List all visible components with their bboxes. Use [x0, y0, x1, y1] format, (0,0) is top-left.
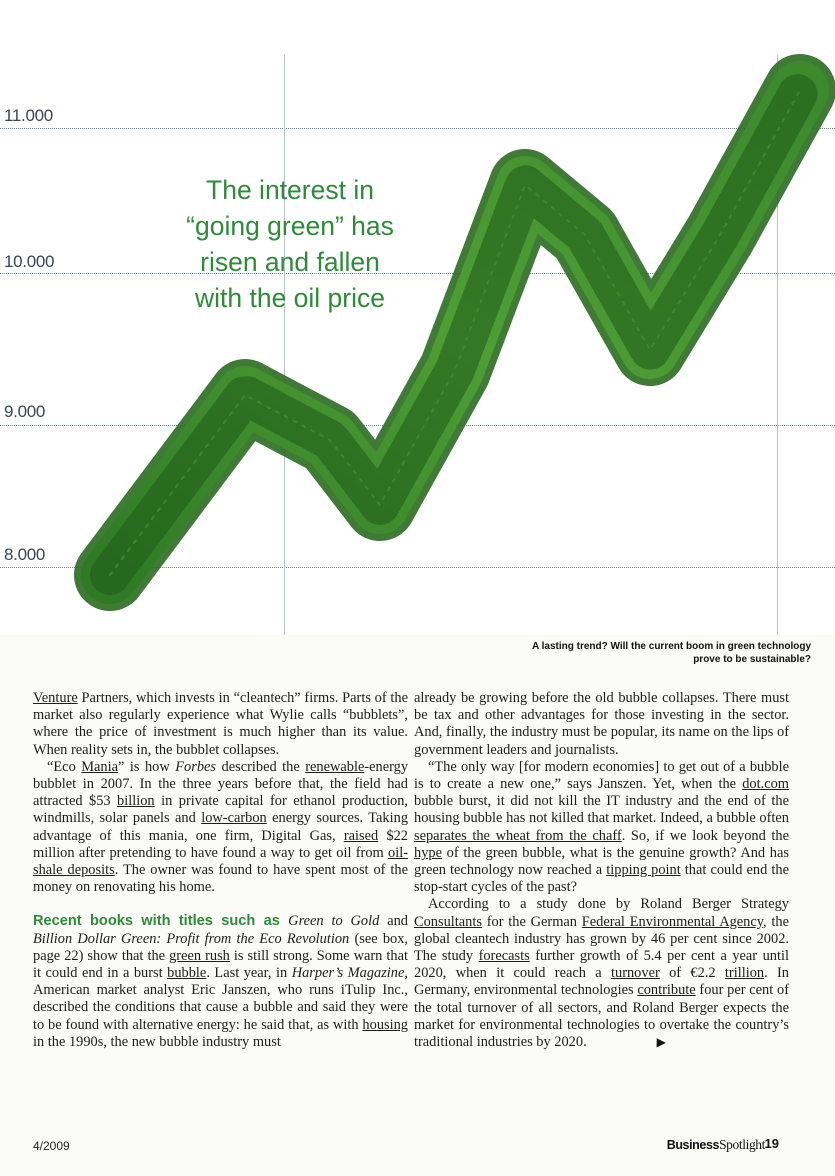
magazine-logo: BusinessSpotlight [666, 1137, 765, 1152]
book-title: Billion Dollar Green: Profit from the Eco Revolution [33, 930, 350, 947]
continue-arrow-icon: ▶ [656, 1035, 666, 1050]
publication-title: Forbes [175, 758, 217, 775]
glossary-term[interactable]: green rush [169, 947, 230, 964]
y-axis-label: 8.000 [4, 545, 46, 564]
glossary-term[interactable]: Federal Environmental Agency [581, 913, 764, 930]
glossary-term[interactable]: raised [343, 827, 379, 844]
article-column-right [414, 690, 789, 1051]
glossary-term[interactable]: oil-shale deposits [33, 844, 408, 879]
issue-date: 4/2009 [33, 1139, 70, 1153]
glossary-term[interactable]: contribute [637, 982, 696, 999]
paragraph: “Eco Mania” is how Forbes described the renewable-energy bubblet in 2007. In the three years before that, the field had attracted $53 billion in private capital for ethanol production, windmills, solar panels and low-carbon energy sources. Taking advantage of this mania, one firm, Digital Gas, raised $22 million after pretending to have found a way to get oil from oil-shale deposits. The owner was found to have spent most of the money on renovating his home. [33, 758, 409, 896]
glossary-term[interactable]: hype [414, 844, 442, 861]
headline-line: The interest in [206, 175, 374, 205]
y-axis-label: 9.000 [4, 402, 46, 421]
figure-caption: A lasting trend? Will the current boom in green technology prove to be sustainable? [532, 641, 811, 665]
glossary-term[interactable]: turnover [611, 965, 660, 982]
section-lead: Recent books with titles such as [33, 913, 289, 930]
glossary-term[interactable]: trillion [724, 965, 765, 982]
glossary-term[interactable]: billion [117, 793, 155, 810]
glossary-term[interactable]: dot.com [742, 776, 789, 793]
glossary-term[interactable]: Consultants [414, 913, 482, 930]
headline-line: with the oil price [194, 283, 385, 313]
page-number: 19 [764, 1136, 779, 1151]
glossary-term[interactable]: tipping point [606, 862, 681, 879]
book-title: Green to Gold [288, 913, 380, 930]
paragraph: According to a study done by Roland Berger Strategy Consultants for the German Federal Environmental Agency, the global cleantech industry has grown by 46 per cent since 2002. The study forecasts further growth of 5.4 per cent a year until 2020, when it could reach a turnover of €2.2 trillion. In Germany, environmental technologies contribute four per cent of the total turnover of all sectors, and Roland Berger expects the market for environmental technologies to overtake the country’s traditional industries by 2020. ▶ [414, 896, 790, 1051]
glossary-term[interactable]: renewable [305, 758, 365, 775]
glossary-term[interactable]: housing [362, 1016, 408, 1033]
paragraph: already be growing before the old bubble collapses. There must be tax and other advantages for those investing in the sector. And, finally, the industry must be popular, its name on the lips of government leaders and journalists. [414, 690, 789, 758]
paragraph: Recent books with titles such as Green to Gold and Billion Dollar Green: Profit from the Eco Revolution (see box, page 22) show that the green rush is still strong. Some warn that it could end in a burst bubble. Last year, in Harper’s Magazine, American market analyst Eric Janszen, who runs iTulip Inc., described the conditions that cause a bubble and said they were to be found with alternative energy: he said that, as with housing in the 1990s, the new bubble industry must [33, 913, 409, 1050]
y-axis-label: 11.000 [4, 106, 53, 125]
y-axis-label: 10.000 [4, 252, 55, 271]
article-column-left [33, 690, 408, 1051]
glossary-term[interactable]: low-carbon [201, 810, 267, 827]
glossary-term[interactable]: Venture [33, 690, 78, 706]
paragraph: Venture Partners, which invests in “cleantech” firms. Parts of the market also regularly experience what Wylie calls “bubblets”, where the price of investment is much higher than its value. When reality sets in, the bubblet collapses. [33, 690, 408, 758]
glossary-term[interactable]: forecasts [478, 948, 530, 965]
chart-headline [145, 172, 435, 316]
headline-line: “going green” has [186, 211, 394, 241]
glossary-term[interactable]: Mania [81, 758, 119, 775]
glossary-term[interactable]: separates the wheat from the chaff [414, 827, 622, 844]
glossary-term[interactable]: bubble [167, 965, 207, 982]
headline-line: risen and fallen [200, 247, 380, 277]
paragraph: “The only way [for modern economies] to get out of a bubble is to create a new one,” says Janszen. Yet, when the dot.com bubble burst, it did not kill the IT industry and the end of the housing bubble has not killed that market. Indeed, a bubble often separates the wheat from the chaff. So, if we look beyond the hype of the green bubble, what is the genuine growth? And has green technology now reached a tipping point that could end the stop-start cycles of the past? [414, 758, 789, 896]
publication-title: Harper’s Magazine [291, 965, 405, 982]
